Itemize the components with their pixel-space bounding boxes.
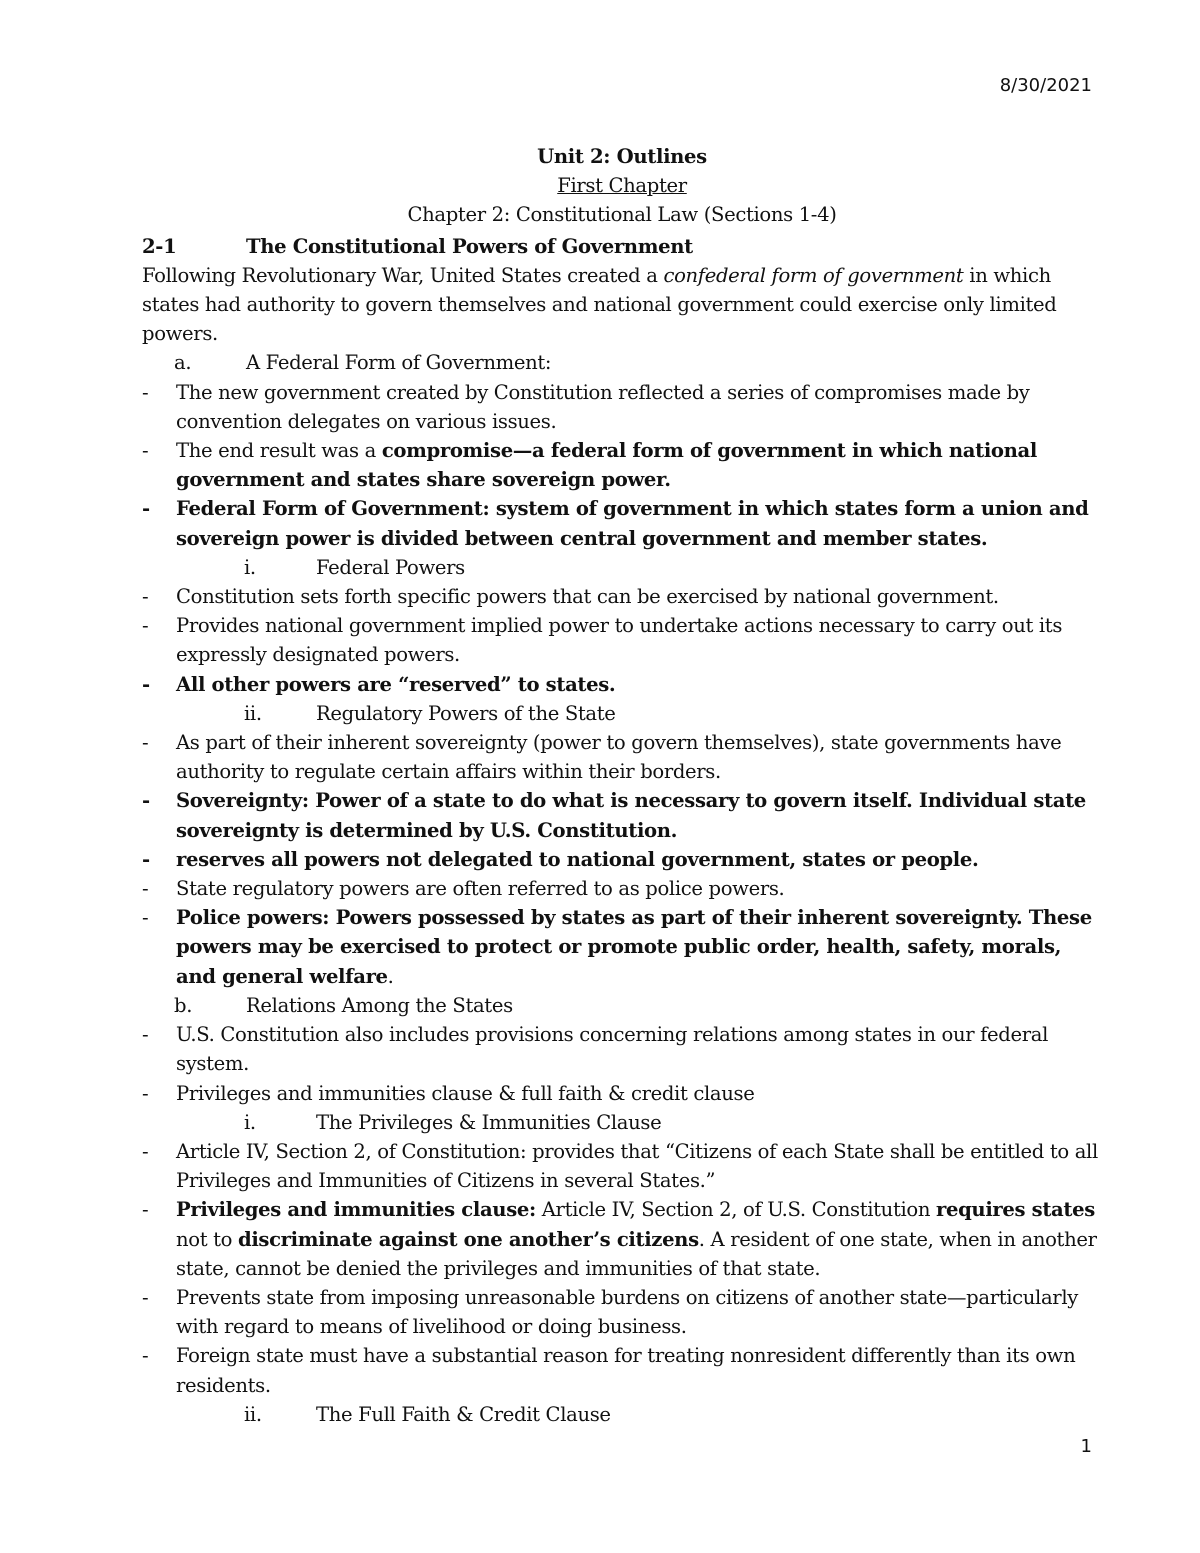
subheading-label: i. <box>244 555 256 579</box>
subheading-b-ii <box>142 1400 1102 1429</box>
subheading-b-i <box>142 1108 1102 1137</box>
bullet: - Article IV, Section 2, of Constitution: provides that “Citizens of each State shall be entitled to all Privileges and Immunities of Citizens in several States.” <box>142 1137 1102 1195</box>
bullet-text-bold: Privileges and immunities clause: <box>176 1198 536 1222</box>
bullet: - All other powers are “reserved” to states. <box>142 670 1102 699</box>
bullet: - State regulatory powers are often referred to as police powers. <box>142 874 1102 903</box>
subheading-label: ii. <box>244 701 262 725</box>
bullet: - Constitution sets forth specific powers that can be exercised by national government. <box>142 582 1102 611</box>
bullet: - Provides national government implied power to undertake actions necessary to carry out its expressly designated powers. <box>142 611 1102 669</box>
subheading-label: b. <box>174 993 193 1017</box>
bullet-text: The end result was a <box>176 439 382 463</box>
bullet: - reserves all powers not delegated to national government, states or people. <box>142 845 1102 874</box>
bullet-text: . <box>387 964 394 988</box>
intro-text-3: in which states had authority to govern themselves and national government could exercise only limited powers. <box>142 263 1057 346</box>
page-number: 1 <box>1080 1436 1092 1457</box>
bullet: - Foreign state must have a substantial reason for treating nonresident differently than its own residents. <box>142 1341 1102 1399</box>
bullet <box>142 903 1102 991</box>
intro-text-2: confederal form of government <box>663 263 964 287</box>
bullet: - As part of their inherent sovereignty (power to govern themselves), state governments have authority to regulate certain affairs within their borders. <box>142 728 1102 786</box>
bullet-text-bold: discriminate against one another’s citizens <box>237 1227 699 1251</box>
section-number: 2-1 <box>142 234 177 258</box>
page-subtitle: First Chapter <box>557 174 687 198</box>
bullet-text: Article IV, Section 2, of U.S. Constitution <box>535 1198 936 1222</box>
bullet <box>142 1195 1102 1283</box>
subheading-b <box>142 991 1102 1020</box>
subheading-title: Regulatory Powers of the State <box>316 701 616 725</box>
intro-text-1: Following Revolutionary War, United States created a <box>142 263 664 287</box>
section-title: The Constitutional Powers of Government <box>246 234 693 258</box>
section-heading <box>142 232 1102 261</box>
bullet-text: not to <box>176 1227 238 1251</box>
subheading-label: ii. <box>244 1402 262 1426</box>
bullet: - Prevents state from imposing unreasonable burdens on citizens of another state—particularly with regard to means of livelihood or doing business. <box>142 1283 1102 1341</box>
header-date: 8/30/2021 <box>999 75 1092 96</box>
subheading-title: Relations Among the States <box>246 993 513 1017</box>
bullet-text-bold: compromise—a federal form of government in which national government and states share sovereign power. <box>176 439 1037 492</box>
subheading-label: i. <box>244 1110 256 1134</box>
page-title: Unit 2: Outlines <box>537 145 707 168</box>
bullet-text: . A resident of one state, when in another state, cannot be denied the privileges and immunities of that state. <box>176 1227 1097 1280</box>
subheading-a-i <box>142 553 1102 582</box>
intro-paragraph <box>142 261 1102 349</box>
chapter-heading: Chapter 2: Constitutional Law (Sections 1-4) <box>407 203 837 227</box>
bullet: - Sovereignty: Power of a state to do what is necessary to govern itself. Individual state sovereignty is determined by U.S. Constitution. <box>142 786 1102 844</box>
bullet: - U.S. Constitution also includes provisions concerning relations among states in our federal system. <box>142 1020 1102 1078</box>
subheading-title: Federal Powers <box>316 555 465 579</box>
subheading-title: The Privileges & Immunities Clause <box>316 1110 662 1134</box>
bullet: - The new government created by Constitution reflected a series of compromises made by convention delegates on various issues. <box>142 378 1102 436</box>
subheading-title: A Federal Form of Government: <box>246 351 552 375</box>
bullet <box>142 436 1102 494</box>
bullet: - Federal Form of Government: system of government in which states form a union and sovereign power is divided between central government and member states. <box>142 494 1102 552</box>
subheading-a-ii <box>142 699 1102 728</box>
bullet-text-bold: requires states <box>935 1198 1095 1222</box>
subheading-title: The Full Faith & Credit Clause <box>316 1402 611 1426</box>
bullet: - Privileges and immunities clause & full faith & credit clause <box>142 1079 1102 1108</box>
document-body <box>142 142 1102 1429</box>
bullet-text-bold: Police powers: Powers possessed by states as part of their inherent sovereignty. These powers may be exercised to protect or promote public order, health, safety, morals, and general welfare <box>176 906 1092 988</box>
subheading-label: a. <box>174 351 192 375</box>
subheading-a <box>142 348 1102 377</box>
